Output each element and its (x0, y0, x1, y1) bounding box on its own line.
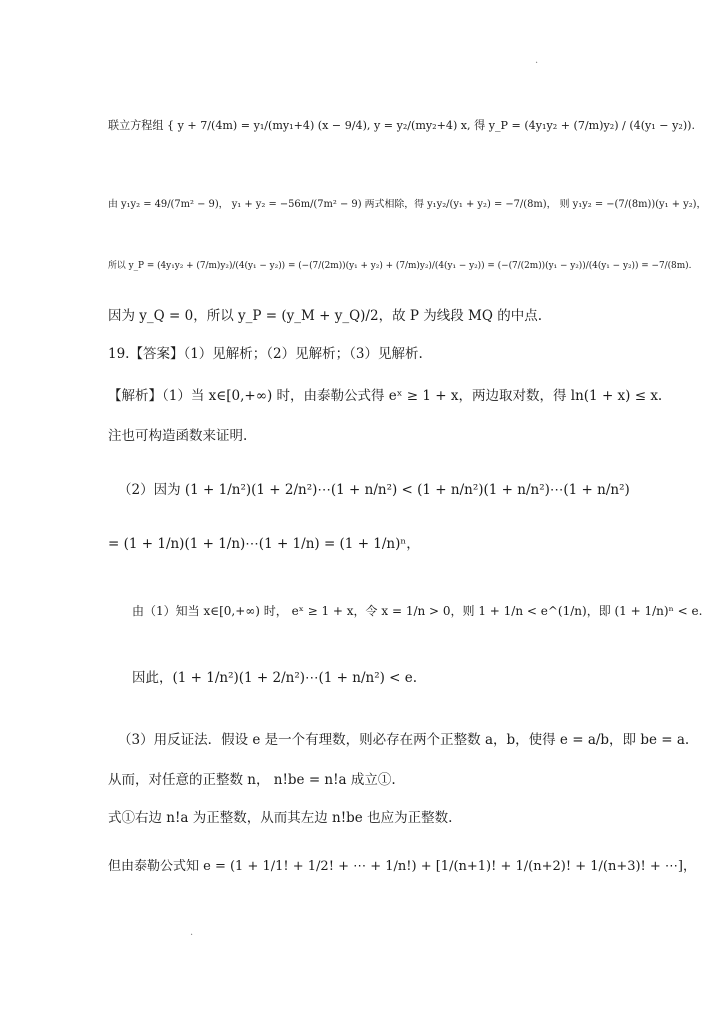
lemma-line: 由（1）知当 x∈[0,+∞) 时， eˣ ≥ 1 + x，令 x = 1/n > 0，则 1 + 1/n < e^(1/n)，即 (1 + 1/n)ⁿ < e. (132, 604, 703, 618)
text-line (108, 812, 452, 826)
answer-heading: 19.【答案】（1）见解析；（2）见解析；（3）见解析. (108, 346, 423, 362)
text-line (118, 734, 689, 748)
analysis-part-3: （3）用反证法．假设 e 是一个有理数，则必存在两个正整数 a，b，使得 e = a/b，即 be = a. (118, 732, 690, 748)
line-1-text: 联立方程组 { y + 7/(4m) = y₁/(my₁+4) (x − 9/4), y = y₂/(my₂+4) x, 得 y_P = (4y₁y₂ + (7/m)y₂) / (4(y₁ − y₂)). (108, 119, 695, 132)
conclusion-line: 因此，(1 + 1/n²)(1 + 2/n²)⋯(1 + n/n²) < e. (132, 670, 418, 686)
analysis-part-1: 【解析】（1）当 x∈[0,+∞) 时，由泰勒公式得 eˣ ≥ 1 + x，两边取对数，得 ln(1 + x) ≤ x. (108, 388, 663, 404)
scan-mark: · (190, 930, 194, 941)
integer-line: 从而，对任意的正整数 n， n!be = n!a 成立①. (108, 772, 396, 788)
line-3-text: 所以 y_P = (4y₁y₂ + (7/m)y₂)/(4(y₁ − y₂)) = (−(7/(2m))(y₁ + y₂) + (7/m)y₂)/(4(y₁ − y₂)) = (−(7/(2m))(y₁ − y₂))/(4(y₁ − y₂)) = −7/(8m). (108, 261, 692, 271)
text-line (132, 672, 417, 686)
text-line (132, 605, 702, 617)
text-line (108, 774, 396, 788)
text-line (108, 262, 691, 271)
text-line (108, 348, 423, 362)
line-2-text: 由 y₁y₂ = 49/(7m² − 9)， y₁ + y₂ = −56m/(7m² − 9) 两式相除，得 y₁y₂/(y₁ + y₂) = −7/(8m)， 则 y₁y₂ = −(7/(8m))(y₁ + y₂)， (108, 199, 707, 210)
text-line (118, 484, 630, 498)
text-line (108, 390, 662, 404)
note-line: 注也可构造函数来证明. (108, 428, 248, 444)
text-line (108, 430, 247, 444)
text-line (108, 538, 420, 552)
text-line (108, 310, 542, 324)
text-line (108, 860, 696, 873)
line-4-text: 因为 y_Q = 0，所以 y_P = (y_M + y_Q)/2，故 P 为线段 MQ 的中点. (108, 308, 543, 324)
analysis-part-2: （2）因为 (1 + 1/n²)(1 + 2/n²)⋯(1 + n/n²) < (1 + n/n²)(1 + n/n²)⋯(1 + n/n²) (118, 482, 630, 498)
text-line (108, 200, 706, 210)
text-line (108, 120, 695, 131)
scan-mark: · (535, 58, 539, 69)
taylor-series-line: 但由泰勒公式知 e = (1 + 1/1! + 1/2! + ⋯ + 1/n!) + [1/(n+1)! + 1/(n+2)! + 1/(n+3)! + ⋯]， (108, 859, 697, 874)
equality-line: = (1 + 1/n)(1 + 1/n)⋯(1 + 1/n) = (1 + 1/n)ⁿ， (108, 536, 420, 552)
integer-remark: 式①右边 n!a 为正整数，从而其左边 n!be 也应为正整数. (108, 810, 453, 826)
